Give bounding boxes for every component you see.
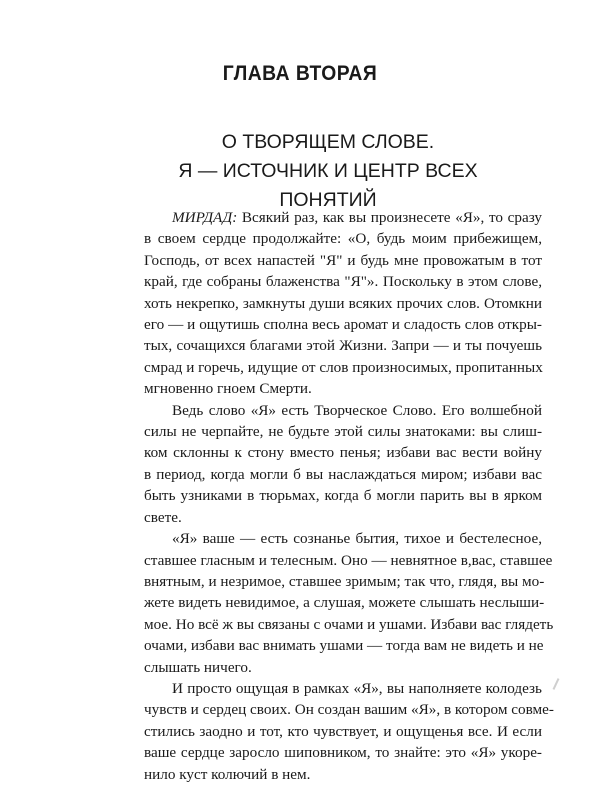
paragraph-4 <box>116 678 554 785</box>
text-line: ставшее гласным и телесным. Оно — невнятное в,вас, ставшее <box>144 551 553 569</box>
text-line: нило куст колючий в нем. <box>144 765 311 783</box>
text-line: слышать ничего. <box>144 658 252 676</box>
text-line: Господь, от всех напастей "Я" и будь мне провожатым в тот <box>144 251 542 269</box>
text-line: свете. <box>144 508 182 526</box>
text-line: очами, избави вас внимать ушами — тогда вам не видеть и не <box>144 637 544 655</box>
section-title-line-1: О ТВОРЯЩЕМ СЛОВЕ. <box>221 131 435 153</box>
text-line: хоть некрепко, замкнуты души всяких прочих слов. Отомкни <box>144 294 542 312</box>
text-line: ком склонны к стону вместо пенья; избави вас вести войну <box>144 444 542 462</box>
text-line-content: Всякий раз, как вы произнесете «Я», то сразу <box>237 209 542 226</box>
text-line: мгновенно гноем Смерти. <box>144 380 312 398</box>
text-line: мое. Но всё ж вы связаны с очами и ушами. Избави вас глядеть <box>144 615 554 633</box>
paragraph-1 <box>116 207 542 400</box>
scan-mark <box>553 678 560 690</box>
chapter-title: ГЛАВА ВТОРАЯ <box>222 62 378 85</box>
text-line: край, где собраны блаженства "Я"». Поскольку в этом слове, <box>144 273 542 291</box>
text-line: тых, сочащихся благами этой Жизни. Запри — и ты почуешь <box>144 337 542 355</box>
text-line: силы не черпайте, не будьте этой силы знатоками: вы слиш- <box>144 423 542 441</box>
section-title <box>128 128 528 215</box>
text-line: смрад и горечь, идущие от слов произносимых, пропитанных <box>144 358 543 376</box>
text-line: жете видеть невидимое, а слушая, можете слышать неслыши- <box>144 594 545 612</box>
text-line: И просто ощущая в рамках «Я», вы наполняете колодезь <box>172 679 542 697</box>
text-line: ваше сердце заросло шиповником, то знайте: это «Я» укоре- <box>144 744 542 762</box>
text-line <box>116 207 542 228</box>
paragraph-3 <box>116 528 554 678</box>
paragraph-2 <box>116 400 542 528</box>
body-text <box>116 207 554 785</box>
text-line: в период, когда могли б вы наслаждаться миром; избави вас <box>144 465 542 483</box>
speaker-name: МИРДАД: <box>172 209 238 226</box>
section-title-line-2: Я — ИСТОЧНИК И ЦЕНТР ВСЕХ ПОНЯТИЙ <box>178 160 478 211</box>
text-line: Ведь слово «Я» есть Творческое Слово. Его волшебной <box>172 401 542 419</box>
text-line: его — и ощутишь сполна весь аромат и сладость слов откры- <box>144 316 542 334</box>
text-line: чувств и сердец своих. Он создан вашим «Я», в котором совме- <box>144 701 554 719</box>
text-line: в своем сердце продолжайте: «О, будь моим прибежищем, <box>144 230 542 248</box>
text-line: «Я» ваше — есть сознанье бытия, тихое и бестелесное, <box>172 530 542 548</box>
text-line: стились заодно и тот, кто чувствует, и ощущенья все. И если <box>144 722 542 740</box>
text-line: быть узниками в тюрьмах, когда б могли парить вы в ярком <box>144 487 542 505</box>
text-line: внятным, и незримое, ставшее зримым; так что, глядя, вы мо- <box>144 572 545 590</box>
